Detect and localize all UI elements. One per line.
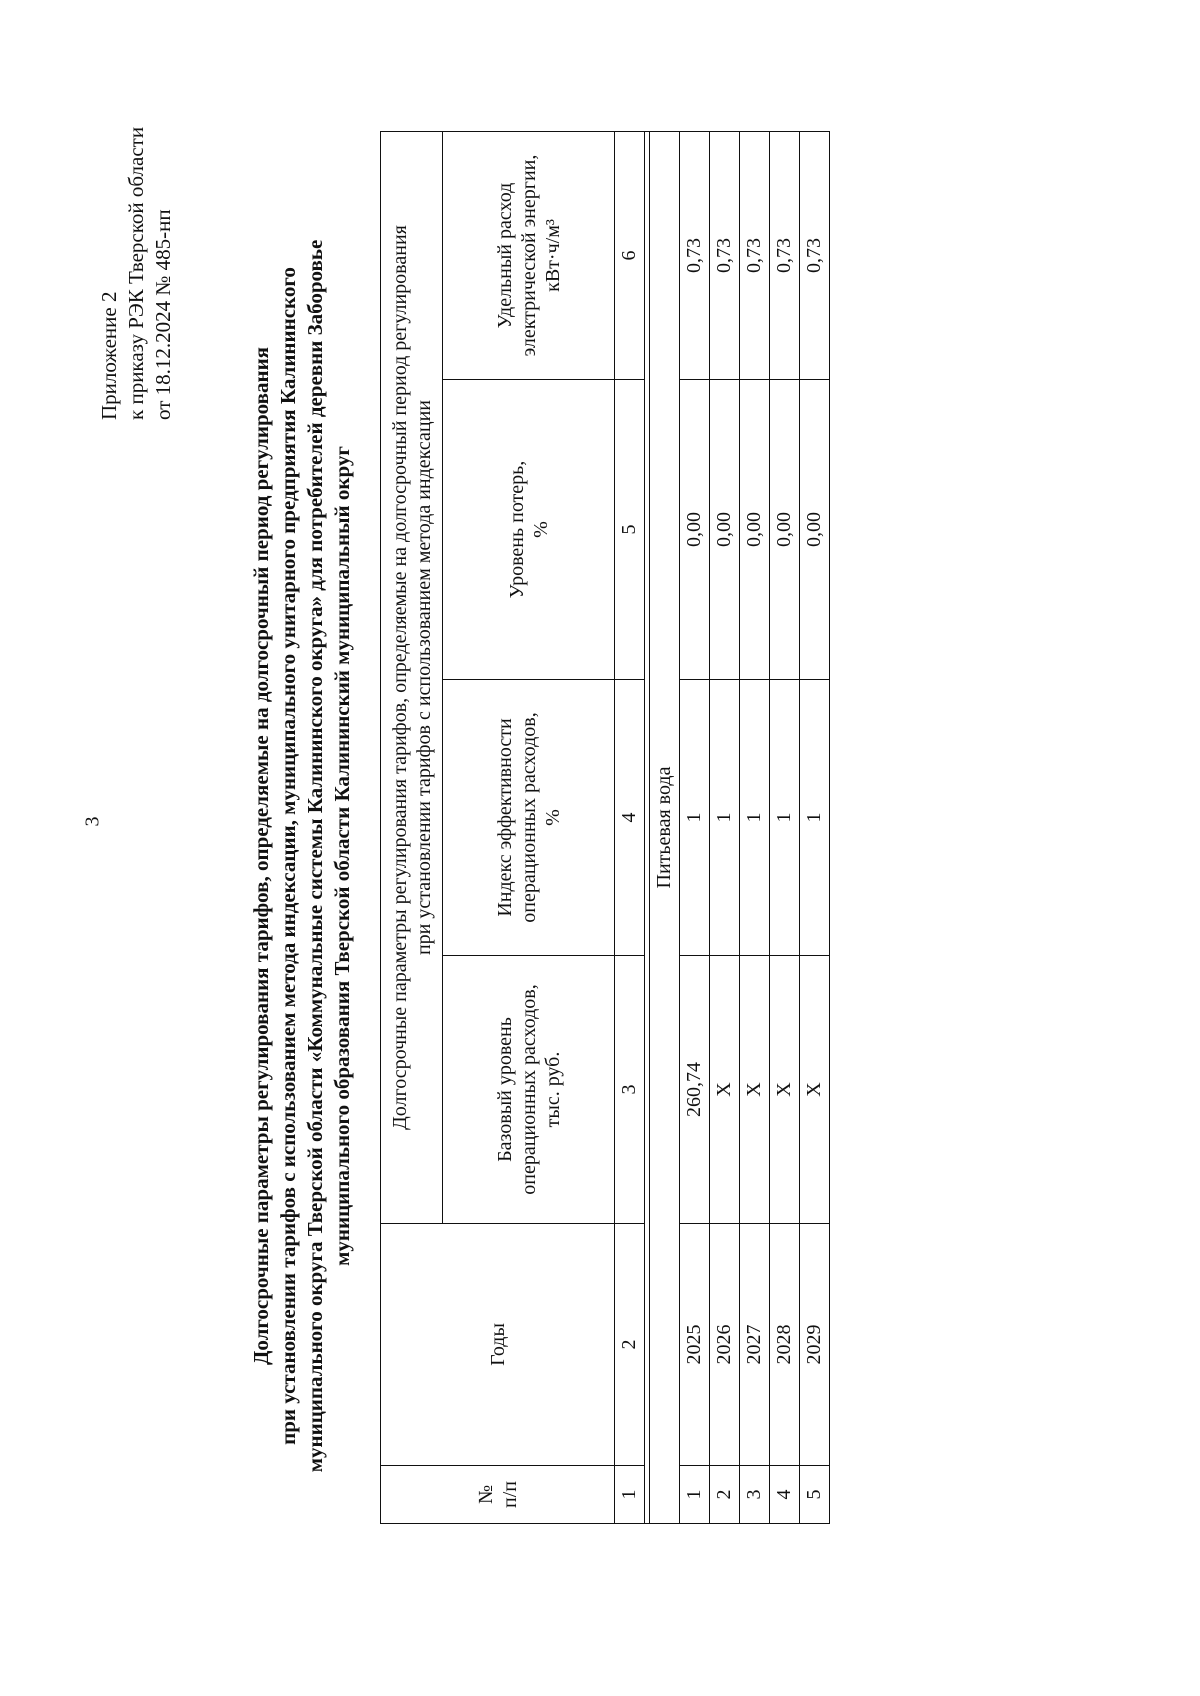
table-row	[680, 132, 710, 1524]
appendix-line-3: от 18.12.2024 № 485-нп	[151, 209, 175, 420]
table-row	[770, 132, 800, 1524]
row-num: 5	[800, 1466, 830, 1524]
row-year: 2028	[770, 1224, 800, 1466]
column-header-base	[443, 956, 615, 1224]
title-line-3: муниципального округа Тверской области «Коммунальные системы Калининского округа» для потребителей деревни Заборовье	[303, 239, 327, 1473]
row-energy: 0,73	[740, 132, 770, 380]
row-num: 1	[680, 1466, 710, 1524]
row-base: Х	[800, 956, 830, 1224]
row-energy: 0,73	[680, 132, 710, 380]
num-header-line-1: №	[474, 1484, 497, 1505]
row-loss: 0,00	[740, 380, 770, 680]
column-header-num	[381, 1466, 615, 1524]
row-year: 2026	[710, 1224, 740, 1466]
section-row	[650, 132, 680, 1524]
tariff-parameters-table	[380, 131, 830, 1524]
column-number: 4	[615, 680, 645, 956]
row-index: 1	[680, 680, 710, 956]
column-number: 1	[615, 1466, 645, 1524]
index-header-line-3: %	[541, 809, 564, 826]
row-loss: 0,00	[800, 380, 830, 680]
loss-header-line-2: %	[529, 521, 552, 538]
row-base: Х	[770, 956, 800, 1224]
column-header-loss	[443, 380, 615, 680]
group-header	[381, 132, 443, 1224]
row-num: 2	[710, 1466, 740, 1524]
row-loss: 0,00	[770, 380, 800, 680]
row-base: Х	[710, 956, 740, 1224]
row-index: 1	[800, 680, 830, 956]
column-number: 3	[615, 956, 645, 1224]
row-year: 2025	[680, 1224, 710, 1466]
loss-header-line-1: Уровень потерь,	[505, 460, 528, 599]
row-energy: 0,73	[710, 132, 740, 380]
column-header-index	[443, 680, 615, 956]
row-index: 1	[710, 680, 740, 956]
title-line-1: Долгосрочные параметры регулирования тарифов, определяемые на долгосрочный период регулирования	[249, 346, 273, 1366]
column-header-years: Годы	[381, 1224, 615, 1466]
energy-header-line-2: электрической энергии,	[517, 154, 540, 357]
row-num: 3	[740, 1466, 770, 1524]
energy-header-line-3: кВт·ч/м³	[541, 219, 564, 292]
base-header-line-3: тыс. руб.	[541, 1051, 564, 1128]
group-header-line-1: Долгосрочные параметры регулирования тарифов, определяемые на долгосрочный период регулирования	[388, 225, 411, 1130]
column-header-energy	[443, 132, 615, 380]
base-header-line-2: операционных расходов,	[517, 984, 540, 1195]
row-loss: 0,00	[680, 380, 710, 680]
row-year: 2027	[740, 1224, 770, 1466]
table-row	[800, 132, 830, 1524]
title-line-4: муниципального образования Тверской области Калининский муниципальный округ	[330, 446, 354, 1266]
table-row	[710, 132, 740, 1524]
page-number: 3	[81, 816, 104, 827]
num-header-line-2: п/п	[498, 1481, 521, 1508]
row-energy: 0,73	[800, 132, 830, 380]
row-loss: 0,00	[710, 380, 740, 680]
table-row	[740, 132, 770, 1524]
row-base: 260,74	[680, 956, 710, 1224]
group-header-line-2: при установлении тарифов с использованием метода индексации	[412, 400, 435, 956]
row-index: 1	[770, 680, 800, 956]
index-header-line-1: Индекс эффективности	[493, 718, 516, 917]
index-header-line-2: операционных расходов,	[517, 712, 540, 923]
appendix-line-1: Приложение 2	[97, 291, 121, 420]
row-year: 2029	[800, 1224, 830, 1466]
appendix-reference	[96, 20, 177, 420]
appendix-line-2: к приказу РЭК Тверской области	[124, 126, 148, 420]
row-base: Х	[740, 956, 770, 1224]
row-num: 4	[770, 1466, 800, 1524]
title-line-2: при установлении тарифов с использованием метода индексации, муниципального унитарного предприятия Калининского	[276, 267, 300, 1445]
column-number-row	[615, 132, 645, 1524]
column-number: 2	[615, 1224, 645, 1466]
section-title: Питьевая вода	[650, 132, 680, 1524]
energy-header-line-1: Удельный расход	[493, 182, 516, 329]
base-header-line-1: Базовый уровень	[493, 1017, 516, 1162]
column-number: 5	[615, 380, 645, 680]
row-energy: 0,73	[770, 132, 800, 380]
column-number: 6	[615, 132, 645, 380]
table-header-row	[381, 132, 443, 1524]
row-index: 1	[740, 680, 770, 956]
document-title	[248, 166, 356, 1546]
